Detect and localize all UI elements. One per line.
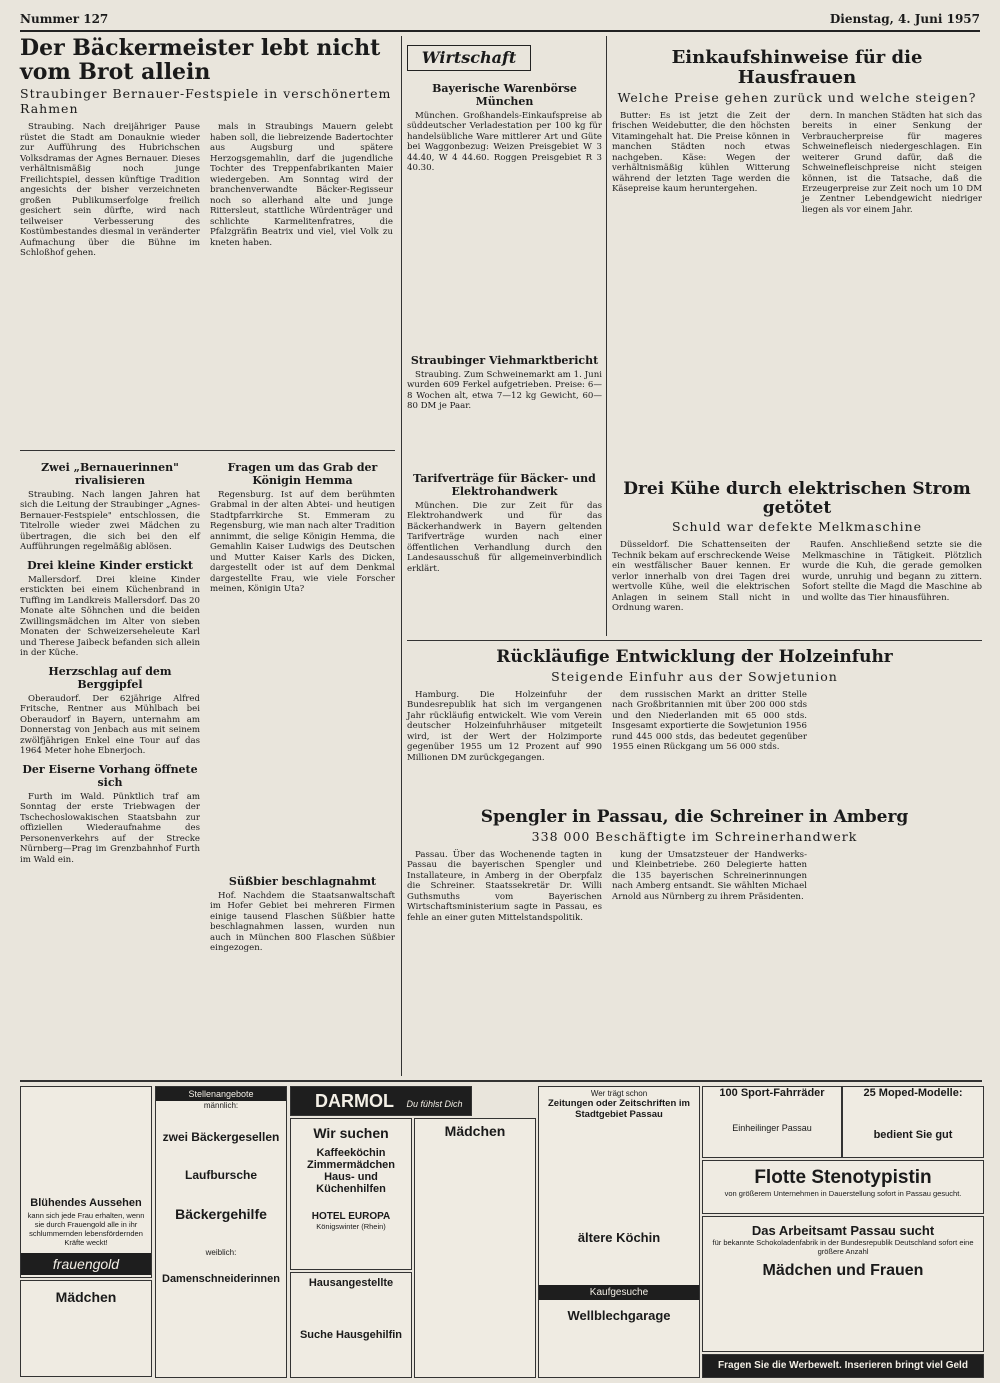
ad-hotel-europa <box>290 1118 412 1270</box>
ad-fahrraeder <box>702 1086 842 1158</box>
ad-frauengold <box>20 1086 152 1278</box>
body-bernauerinnen: Straubing. Nach langen Jahren hat sich die Leitung der Straubinger „Agnes-Bernauer-Festspiele" entschlossen, die Titelrolle wieder zwei Mädchen zu übertragen, die sich bei den elf Aufführungen regelmäßig ablösen. <box>20 490 200 553</box>
ad-maedchen-left <box>20 1280 152 1377</box>
headline-baecker: Der Bäckermeister lebt nicht vom Brot allein <box>20 35 381 86</box>
title-suessbier: Süßbier beschlagnahmt <box>228 874 377 888</box>
title-vorhang: Der Eiserne Vorhang öffnete sich <box>22 762 198 789</box>
ad-hausgehilfin-title: Suche Hausgehilfin <box>299 1329 403 1341</box>
body-warenboerse: München. Großhandels-Einkaufspreise ab süddeutscher Verladestation per 100 kg für handelsübliche Ware mittlerer Art und Güte bei Waggonbezug: Weizen Preisgebiet W 3 44.40, W 4 44.60. Roggen Preisgebiet R 3 40.30. <box>407 111 602 174</box>
title-tarif: Tarifverträge für Bäcker- und Elektrohandwerk <box>413 471 596 498</box>
body-spengler-col1: Passau. Über das Wochenende tagten in Passau die bayerischen Spengler und Installateure, in Amberg in der Oberpfalz die Schreiner. Staatssekretär Dr. Willi Guthsmuths vom Bayerischen Wirtschaftsministerium sagte in Passau, es fehle an einer guten Mittelstandspolitik. <box>407 849 602 923</box>
issue-number: Nummer 127 <box>20 12 109 26</box>
ad-arbeitsamt <box>702 1216 984 1352</box>
ad-arbeitsamt-title: Das Arbeitsamt Passau sucht <box>751 1223 935 1238</box>
masthead <box>20 8 980 32</box>
ad-wirsuchen-title: Wir suchen <box>313 1125 389 1141</box>
article-baecker <box>20 36 395 446</box>
ad-hausangestellte-title: Hausangestellte <box>308 1277 394 1289</box>
title-bernauerinnen: Zwei „Bernauerinnen" rivalisieren <box>41 461 179 487</box>
body-suessbier: Hof. Nachdem die Staatsanwaltschaft im Hofer Gebiet bei mehreren Firmen einige tausend Flaschen Süßbier hatte beschlagnahmen lassen, wurden nun auch in München 800 Flaschen Süßbier eingezogen. <box>210 890 395 954</box>
body-holz-col1: Hamburg. Die Holzeinfuhr der Bundesrepublik hat sich im vergangenen Jahr rückläufig entwickelt. Wie vom Verein deutscher Holzeinfuhrhäuser mitgeteilt wird, ist der Wert der Holzimporte gegenüber 1955 um 12 Prozent auf 990 Millionen DM zurückgegangen. <box>407 689 602 763</box>
article-spengler <box>407 808 982 1070</box>
ad-stellen-sub2: weiblich: <box>205 1248 237 1257</box>
body-viehmarkt: Straubing. Zum Schweinemarkt am 1. Juni wurden 609 Ferkel aufgetrieben. Preise: 6—8 Wochen alt, etwa 7—12 kg Gewicht, 60—80 DM je Paar. <box>407 369 602 412</box>
ad-kaufgesuche-header: Kaufgesuche <box>539 1285 699 1300</box>
article-hausfrauen <box>612 48 982 468</box>
ad-maedchen-mid <box>414 1118 536 1378</box>
ad-fahrraeder-tag: bedient Sie gut <box>873 1129 953 1141</box>
body-tarif: München. Die zur Zeit für das Elektrohandwerk und für das Bäckerhandwerk in Bayern geltenden Tarifverträge wurden nach einer öffentlichen Verhandlung durch den Landesausschuß für allgemeinverbindlich erklärt. <box>407 500 602 574</box>
ad-stellen-a1: zwei Bäckergesellen <box>162 1130 280 1144</box>
footer-werbung-text: Fragen Sie die Werbewelt. Inserieren bringt viel Geld <box>718 1360 968 1371</box>
divider <box>20 450 395 451</box>
ad-wirsuchen-a: Kaffeeköchin <box>316 1147 386 1159</box>
column-rule <box>606 36 607 636</box>
ad-moped <box>842 1086 984 1158</box>
ad-darmol-brand: DARMOL <box>315 1091 394 1111</box>
ad-arbeitsamt-big: Mädchen und Frauen <box>762 1262 924 1279</box>
ads-divider <box>20 1080 982 1082</box>
column-rule <box>401 36 402 1076</box>
ad-maedchen-mid-title: Mädchen <box>444 1123 506 1139</box>
body-hausfrauen-col1: Butter: Es ist jetzt die Zeit der frischen Weidebutter, die den höchsten Vitamingehalt hat. Die Preise können in manchen Städten noch etwas nachgeben. Käse: Wegen der verhältnismäßig kühlen Witterung während der letzten Tage werden die Käsepreise kaum heruntergehen. <box>612 110 790 194</box>
body-herzschlag: Oberaudorf. Der 62jährige Alfred Fritsche, Rentner aus Mühlbach bei Oberaudorf in Bayern, unternahm am Donnerstag von Jenbach aus mit seinem zwölfjährigen Enkel eine Tour auf das 1964 Meter hohe Ebnerjoch. <box>20 693 200 757</box>
ad-fahrraeder-title: 100 Sport-Fahrräder <box>719 1087 825 1099</box>
left-short-news <box>20 455 200 1075</box>
body-vorhang: Furth im Wald. Pünktlich traf am Sonntag der erste Triebwagen der Tschechoslowakischen Staatsbahn zur offiziellen Wiederaufnahme des Personenverkehrs auf der Strecke Nürnberg—Prag im Grenzbahnhof Furth im Wald ein. <box>20 791 200 865</box>
headline-spengler: Spengler in Passau, die Schreiner in Amberg <box>480 807 909 827</box>
subhead-kuehe: Schuld war defekte Melkmaschine <box>671 519 923 535</box>
title-kinder: Drei kleine Kinder erstickt <box>27 558 193 572</box>
ad-hausangestellte <box>290 1272 412 1378</box>
body-spengler-col2: kung der Umsatzsteuer der Handwerks- und Kleinbetriebe. 260 Delegierte hatten die 135 bayerischen Schreinerinnungen nach Amberg entsandt. Sie wählten Michael Arnold aus Nürnberg zu ihrem Präsidenten. <box>612 849 807 902</box>
issue-date: Dienstag, 4. Juni 1957 <box>829 12 980 26</box>
ad-darmol-slogan: Du fühlst Dich <box>406 1099 463 1109</box>
ad-wellblech-title: Wellblechgarage <box>567 1308 671 1323</box>
ad-hotel-name: HOTEL EUROPA <box>311 1211 391 1222</box>
body-kuehe-col1: Düsseldorf. Die Schattenseiten der Technik bekam auf erschreckende Weise ein westfälischer Bauer kennen. Er verlor innerhalb von drei Tagen drei wertvolle Kühe, weil die elektrischen Anlagen in seinem Stall nicht in Ordnung waren. <box>612 540 790 614</box>
ad-frauengold-brand: frauengold <box>21 1253 151 1275</box>
second-col-news <box>210 455 395 1075</box>
ad-stenotypistin <box>702 1160 984 1214</box>
ad-frauengold-text: kann sich jede Frau erhalten, wenn sie durch Frauengold alle in ihr schlummernden lebensfördernden Kräfte weckt! <box>27 1211 145 1247</box>
subhead-holz: Steigende Einfuhr aus der Sowjetunion <box>551 668 838 684</box>
section-badge-wirtschaft: Wirtschaft <box>407 45 531 71</box>
ad-hotel-place: Königswinter (Rhein) <box>316 1222 386 1231</box>
ad-moped-title: 25 Moped-Modelle: <box>863 1087 963 1099</box>
body-baecker-col1: Straubing. Nach dreijähriger Pause rüstet die Stadt am Donauknie wieder zur Aufführung des Hubrichschen Volksdramas der Agnes Bernauer. Dieses verhältnismäßig noch junge Freilichtspiel, dessen künftige Tradition angesichts der bisher verzeichneten großen Publikumserfolge freilich gesichert sein dürfte, wird nach teilweiser Verbesserung des Kostümbestandes diesmal in veränderter Aufmachung über die Bühne im Schloßhof gehen. <box>20 122 200 259</box>
ad-fahrraeder-sub: Einheilinger Passau <box>732 1123 812 1133</box>
subhead-spengler: 338 000 Beschäftigte im Schreinerhandwerk <box>531 828 858 844</box>
article-holz <box>407 648 982 808</box>
headline-holz: Rückläufige Entwicklung der Holzeinfuhr <box>496 647 893 667</box>
ad-stellen-header: Stellenangebote <box>156 1087 286 1101</box>
ad-wirsuchen-b: Zimmermädchen <box>306 1159 396 1171</box>
ad-stellen-a3: Bäckergehilfe <box>175 1206 267 1222</box>
ad-maedchen-left-title: Mädchen <box>55 1289 117 1305</box>
ad-wirsuchen-c: Haus- und Küchenhilfen <box>316 1171 386 1195</box>
wirtschaft-column <box>407 76 602 636</box>
subhead-baecker: Straubinger Bernauer-Festspiele in verschönertem Rahmen <box>20 86 392 117</box>
ad-darmol <box>290 1086 472 1116</box>
ad-steno-title: Flotte Stenotypistin <box>754 1167 932 1188</box>
ad-arbeitsamt-sub: für bekannte Schokoladenfabrik in der Bundesrepublik Deutschland sofort eine größere Anzahl <box>712 1238 974 1256</box>
body-kinder: Mallersdorf. Drei kleine Kinder erstickten bei einem Küchenbrand in Tuffing im Landkreis Mallersdorf. Das 20 Monate alte Söhnchen und die beiden Zwillingsmädchen im Alter von sieben Monaten der Schweizerseheleute Karl und Therese Jaibeck befanden sich allein in der Küche. <box>20 574 200 659</box>
ad-stellen-a4: Damenschneiderinnen <box>162 1273 280 1285</box>
body-hausfrauen-col2: dern. In manchen Städten hat sich das bereits in einer Senkung der Verbraucherpreise für mageres Schweinefleisch niedergeschlagen. Ein weiterer Grund dafür, daß die Schweinefleischpreise nicht steigen können, ist die Tatsache, daß die Erzeugerpreise zur Zeit noch um 10 DM je Zentner Lebendgewicht niedriger liegen als vor einem Jahr. <box>802 110 982 215</box>
ad-frauengold-title: Blühendes Aussehen <box>30 1197 142 1209</box>
subhead-hausfrauen: Welche Preise gehen zurück und welche steigen? <box>617 89 977 105</box>
ad-zeitungen-title: Zeitungen oder Zeitschriften im Stadtgebiet Passau <box>548 1098 690 1120</box>
body-kuehe-col2: Raufen. Anschließend setzte sie die Melkmaschine in Tätigkeit. Plötzlich wurde die Kuh, die gerade gemolken wurde, unruhig und begann zu zittern. Sofort stellte die Magd die Maschine ab und wollte das Tier hinausführen. <box>802 540 982 603</box>
title-hemma: Fragen um das Grab der Königin Hemma <box>227 461 378 487</box>
title-warenboerse: Bayerische Warenbörse München <box>432 82 577 108</box>
ad-stellen-sub: männlich: <box>203 1101 239 1110</box>
ad-zeitungen-header: Wer trägt schon <box>590 1089 648 1098</box>
ad-stellen-a2: Laufbursche <box>184 1168 257 1182</box>
ad-stellenangebote <box>155 1086 287 1378</box>
divider <box>407 640 982 641</box>
body-holz-col2: dem russischen Markt an dritter Stelle nach Großbritannien mit über 200 000 stds und den Niederlanden mit 65 000 stds. Insgesamt exportierte die Sowjetunion 1956 rund 445 000 stds, das bedeutet gegenüber 1955 einen Rückgang um 56 000 stds. <box>612 689 807 753</box>
title-viehmarkt: Straubinger Viehmarktbericht <box>410 353 599 367</box>
footer-werbung <box>702 1354 984 1378</box>
ad-koechin-title: ältere Köchin <box>577 1230 661 1245</box>
headline-hausfrauen: Einkaufshinweise für die Hausfrauen <box>671 47 923 88</box>
body-hemma: Regensburg. Ist auf dem berühmten Grabmal in der alten Abtei- und heutigen Stadtpfarrkirche St. Emmeram zu Regensburg, wie man nach alter Tradition annimmt, die selige Königin Hemma, die Gemahlin Kaiser Ludwigs des Deutschen und Mutter Kaiser Karls des Dicken, dargestellt oder ist auf dem Denkmal dargestellte Frau, wie viele Forscher meinen, Königin Uta? <box>210 490 395 595</box>
title-herzschlag: Herzschlag auf dem Berggipfel <box>48 664 172 691</box>
ad-zeitungen <box>538 1086 700 1378</box>
headline-kuehe: Drei Kühe durch elektrischen Strom getötet <box>623 479 971 518</box>
ad-steno-text: von größerem Unternehmen in Dauerstellung sofort in Passau gesucht. <box>724 1189 962 1198</box>
body-baecker-col2: mals in Straubings Mauern gelebt haben soll, die liebreizende Badertochter aus Augsburg und spätere Herzogsgemahlin, darf die jugendliche Tochter des Treppenfabrikanten Maier wiedergeben. Am Sonntag wird der branchenverwandte Bäcker-Regisseur noch so allerhand alte und junge Rittersleut, stattliche Würdenträger und schlichte Karmelitenfratres, die Pfalzgräfin Beatrix und viel, viel Volk zu kneten haben. <box>210 122 393 248</box>
